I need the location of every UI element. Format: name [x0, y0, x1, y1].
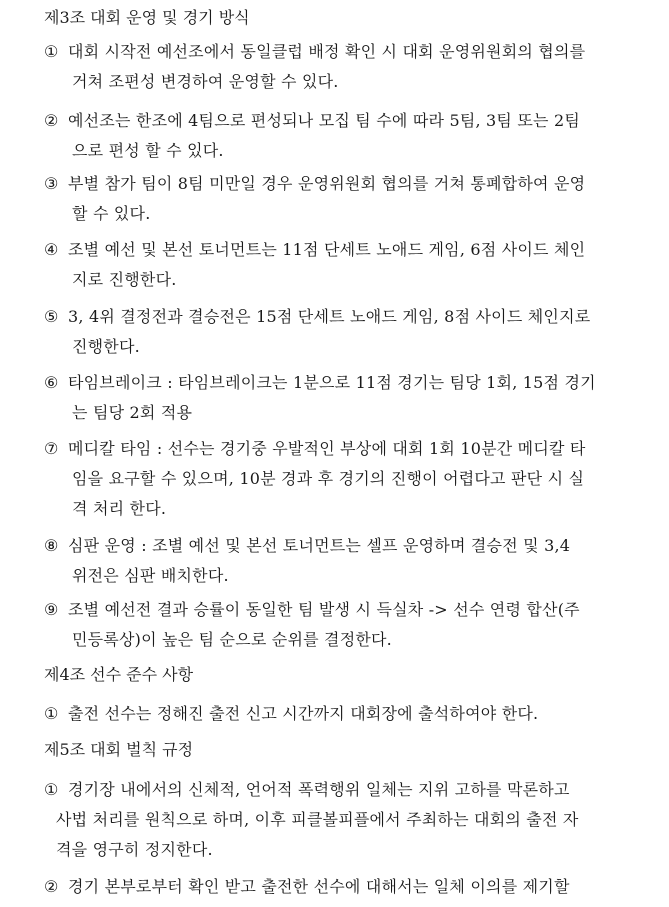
item-marker: ⑨	[44, 600, 59, 619]
article-3-item-6	[44, 368, 644, 428]
article-3-item-2	[44, 106, 644, 166]
article-5-heading: 제5조 대회 벌칙 규정	[44, 740, 194, 759]
item-text: 메디칼 타임 : 선수는 경기중 우발적인 부상에 대회 1회 10분간 메디칼 타	[68, 439, 586, 458]
item-marker: ①	[44, 42, 59, 61]
article-3-item-4	[44, 235, 644, 295]
item-text: 임을 요구할 수 있으며, 10분 경과 후 경기의 진행이 어렵다고 판단 시 실	[72, 469, 585, 488]
item-text: 격 처리 한다.	[72, 499, 167, 518]
item-marker: ⑦	[44, 439, 59, 458]
item-marker: ①	[44, 780, 59, 799]
item-text: 조별 예선전 결과 승률이 동일한 팀 발생 시 득실차 -> 선수 연령 합산(주	[68, 600, 580, 619]
article-3-item-5	[44, 302, 644, 362]
item-marker: ③	[44, 174, 59, 193]
article-5-item-2	[44, 872, 644, 902]
item-text: 3, 4위 결정전과 결승전은 15점 단세트 노애드 게임, 8점 사이드 체인지로	[68, 307, 591, 326]
item-text: 격을 영구히 정지한다.	[56, 840, 213, 859]
article-4-item-1	[44, 699, 644, 729]
item-text: 위전은 심판 배치한다.	[72, 566, 229, 585]
article-3-item-9	[44, 595, 644, 655]
item-text: 조별 예선 및 본선 토너먼트는 11점 단세트 노애드 게임, 6점 사이드 체인	[68, 240, 586, 259]
item-text: 으로 편성 할 수 있다.	[72, 141, 224, 160]
article-3-item-7	[44, 434, 644, 524]
article-4-heading: 제4조 선수 준수 사항	[44, 665, 194, 684]
item-marker: ⑥	[44, 373, 59, 392]
article-3-item-1	[44, 37, 644, 97]
item-text: 심판 운영 : 조별 예선 및 본선 토너먼트는 셀프 운영하며 결승전 및 3,4	[68, 536, 571, 555]
item-text: 거쳐 조편성 변경하여 운영할 수 있다.	[72, 72, 339, 91]
article-5-item-1	[44, 775, 644, 865]
item-marker: ⑤	[44, 307, 59, 326]
article-3-item-3	[44, 169, 644, 229]
item-text: 대회 시작전 예선조에서 동일클럽 배정 확인 시 대회 운영위원회의 협의를	[68, 42, 586, 61]
item-marker: ②	[44, 111, 59, 130]
item-text: 타임브레이크 : 타임브레이크는 1분으로 11점 경기는 팀당 1회, 15점 경기	[68, 373, 596, 392]
article-3-item-8	[44, 531, 644, 591]
item-text: 민등록상)이 높은 팀 순으로 순위를 결정한다.	[72, 630, 392, 649]
item-marker: ②	[44, 877, 59, 896]
item-text: 부별 참가 팀이 8팀 미만일 경우 운영위원회 협의를 거쳐 통폐합하여 운영	[68, 174, 586, 193]
item-text: 경기장 내에서의 신체적, 언어적 폭력행위 일체는 지위 고하를 막론하고	[68, 780, 570, 799]
item-text: 지로 진행한다.	[72, 270, 177, 289]
item-marker: ⑧	[44, 536, 59, 555]
item-marker: ①	[44, 704, 59, 723]
item-text: 는 팀당 2회 적용	[72, 403, 193, 422]
article-3-heading: 제3조 대회 운영 및 경기 방식	[44, 8, 250, 27]
item-text: 출전 선수는 정해진 출전 신고 시간까지 대회장에 출석하여야 한다.	[68, 704, 539, 723]
item-text: 할 수 있다.	[72, 204, 151, 223]
item-text: 예선조는 한조에 4팀으로 편성되나 모집 팀 수에 따라 5팀, 3팀 또는 2팀	[68, 111, 581, 130]
item-text: 사법 처리를 원칙으로 하며, 이후 피클볼피플에서 주최하는 대회의 출전 자	[56, 810, 579, 829]
item-text: 진행한다.	[72, 337, 140, 356]
item-marker: ④	[44, 240, 59, 259]
item-text: 경기 본부로부터 확인 받고 출전한 선수에 대해서는 일체 이의를 제기할	[68, 877, 570, 896]
